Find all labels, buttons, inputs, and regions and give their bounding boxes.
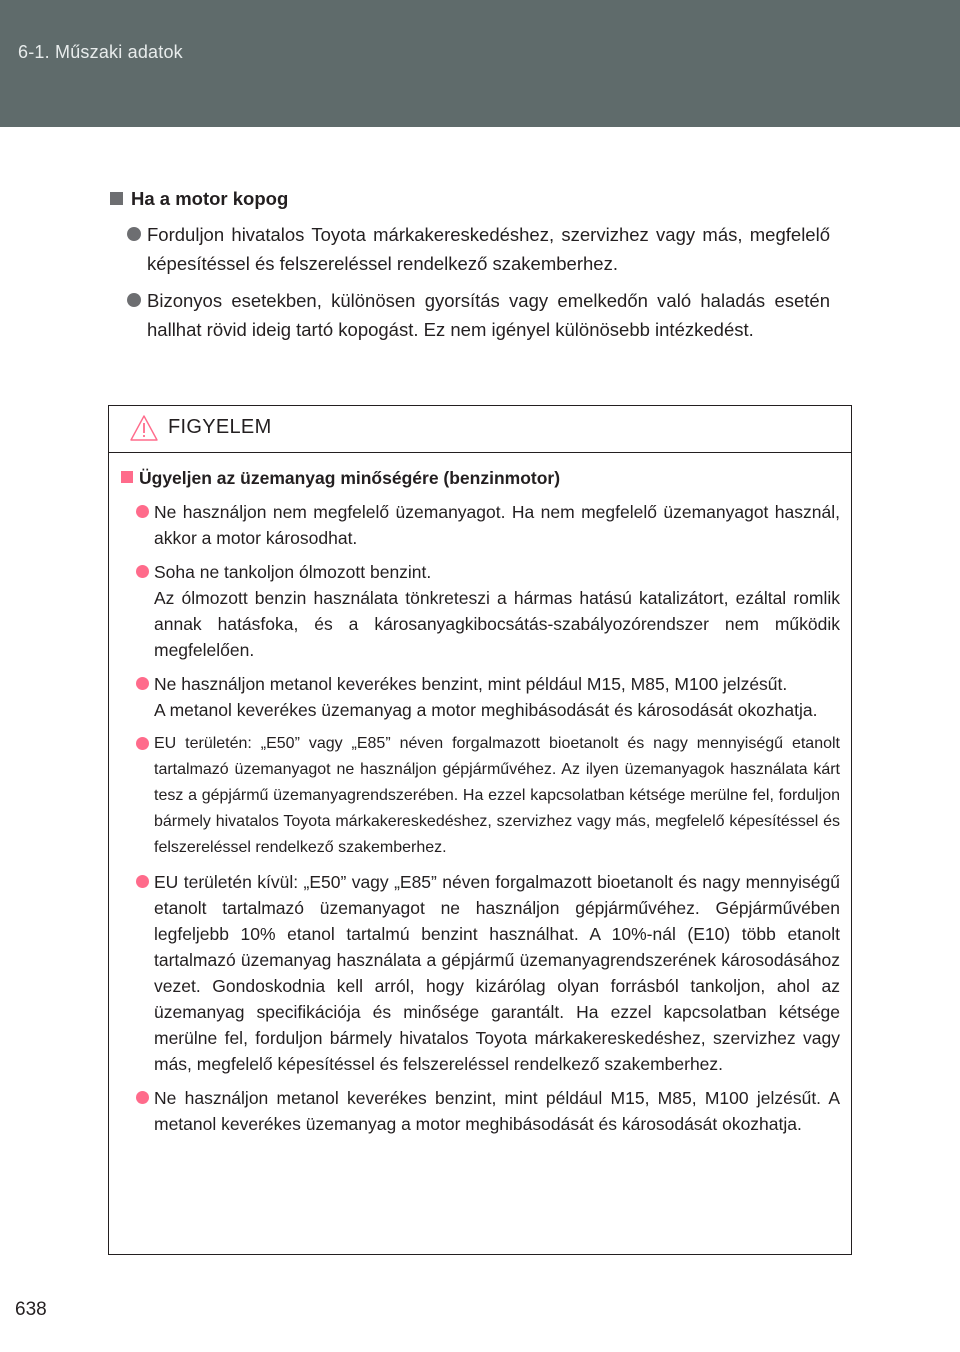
- warning-triangle-icon: [129, 414, 159, 442]
- list-item-text: Ne használjon metanol keverékes benzint, mint például M15, M85, M100 jelzésűt. A metanol keverékes üzemanyag a motor meghibásodását és károsodását okozhatja.: [154, 674, 818, 720]
- warning-box: [108, 405, 852, 1255]
- section-title: 6-1. Műszaki adatok: [18, 42, 183, 62]
- page-header: [0, 0, 960, 127]
- list-item: [136, 731, 840, 861]
- knocking-section: [110, 185, 830, 344]
- list-item-text: Ne használjon nem megfelelő üzemanyagot. Ha nem megfelelő üzemanyagot használ, akkor a motor károsodhat.: [154, 502, 840, 548]
- circle-bullet-icon: [136, 677, 149, 690]
- square-bullet-icon: [110, 192, 123, 205]
- list-item-text: EU területén: „E50” vagy „E85” néven forgalmazott bioetanolt és nagy mennyiségű etanolt tartalmazó üzemanyagot ne használjon gépjárművéhez. Az ilyen üzemanyagok használata kárt tesz a gépjármű üzemanyagrendszerében. Ha ezzel kapcsolatban kétsége merülne fel, forduljon bármely hivatalos Toyota márkakereskedéshez, szervizhez vagy más, megfelelő képesítéssel és felszereléssel rendelkező szakemberhez.: [154, 735, 840, 856]
- circle-bullet-icon: [136, 565, 149, 578]
- list-item: [136, 1085, 840, 1137]
- warning-heading: [121, 465, 840, 491]
- list-item-text: Soha ne tankoljon ólmozott benzint. Az ólmozott benzin használata tönkreteszi a hármas hatású katalizátort, ezáltal romlik annak hatásfoka, és a károsanyagkibocsátás-szabályozórendszer nem működik megfelelően.: [154, 562, 840, 660]
- list-item-text: Bizonyos esetekben, különösen gyorsítás vagy emelkedőn való haladás esetén hallhat rövid ideig tartó kopogást. Ez nem igényel különösebb intézkedést.: [147, 290, 830, 340]
- list-item: [136, 559, 840, 663]
- circle-bullet-icon: [136, 875, 149, 888]
- warning-header: [109, 406, 851, 453]
- list-item: [127, 220, 830, 278]
- circle-bullet-icon: [127, 227, 141, 241]
- circle-bullet-icon: [136, 1091, 149, 1104]
- warning-title: FIGYELEM: [168, 416, 272, 438]
- section-heading: [110, 185, 830, 212]
- list-item-text: Forduljon hivatalos Toyota márkakereskedéshez, szervizhez vagy más, megfelelő képesítéssel és felszereléssel rendelkező szakemberhez.: [147, 224, 830, 274]
- circle-bullet-icon: [136, 505, 149, 518]
- list-item: [136, 499, 840, 551]
- circle-bullet-icon: [136, 737, 149, 750]
- page-number: 638: [15, 1299, 47, 1320]
- circle-bullet-icon: [127, 293, 141, 307]
- list-item: [136, 671, 840, 723]
- list-item-text: Ne használjon metanol keverékes benzint, mint például M15, M85, M100 jelzésűt. A metanol keverékes üzemanyag a motor meghibásodását és károsodását okozhatja.: [154, 1088, 840, 1134]
- square-bullet-icon: [121, 471, 133, 483]
- list-item: [127, 286, 830, 344]
- list-item: [136, 869, 840, 1077]
- warning-heading-text: Ügyeljen az üzemanyag minőségére (benzinmotor): [139, 468, 561, 488]
- warning-body: [109, 453, 851, 1137]
- section-heading-text: Ha a motor kopog: [131, 188, 289, 209]
- list-item-text: EU területén kívül: „E50” vagy „E85” néven forgalmazott bioetanolt és nagy mennyiségű etanolt tartalmazó üzemanyagot ne használjon gépjárművéhez. Gépjárművében legfeljebb 10% etanol tartalmú benzint használhat. A 10%-nál (E10) több etanolt tartalmazó üzemanyag használata a gépjármű üzemanyagrendszerének károsodásához vezet. Gondoskodnia kell arról, hogy kizárólag olyan forrásból tankoljon, ahol az üzemanyag specifikációja és minősége garantált. Ha ezzel kapcsolatban kétsége merülne fel, forduljon bármely hivatalos Toyota márkakereskedéshez, szervizhez vagy más, megfelelő képesítéssel és felszereléssel rendelkező szakemberhez.: [154, 872, 840, 1074]
